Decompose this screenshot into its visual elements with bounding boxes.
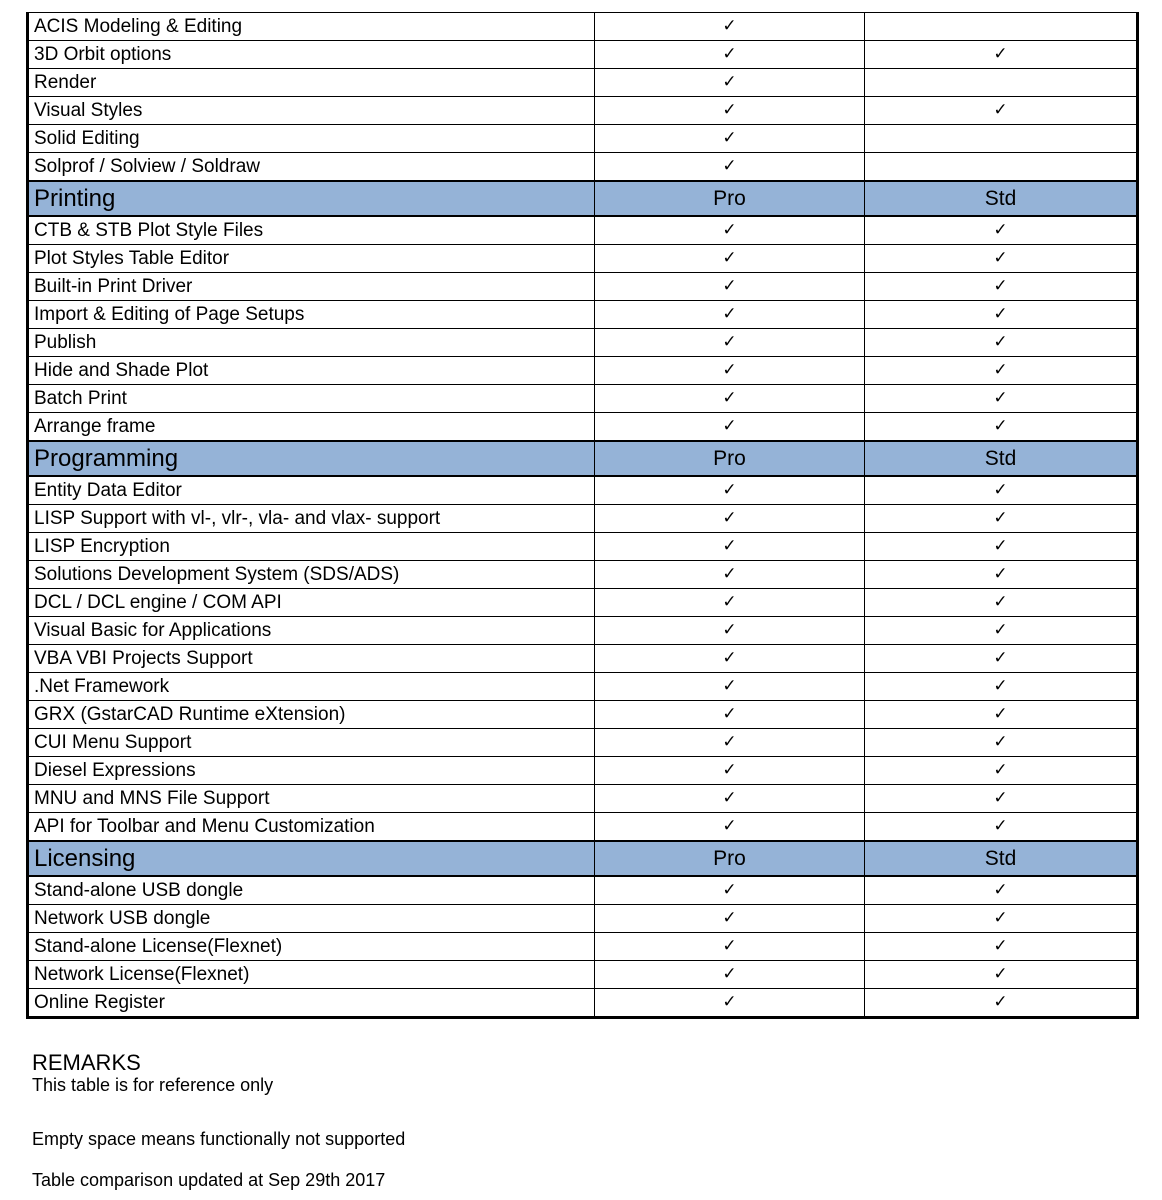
pro-check-icon: ✓ [595, 645, 865, 673]
feature-row [28, 385, 1138, 413]
feature-label: API for Toolbar and Menu Customization [28, 813, 595, 842]
remarks-title: REMARKS [32, 1050, 141, 1075]
pro-check-icon: ✓ [595, 125, 865, 153]
pro-check-icon: ✓ [595, 216, 865, 245]
feature-label: Built-in Print Driver [28, 273, 595, 301]
feature-label: LISP Encryption [28, 533, 595, 561]
feature-label: LISP Support with vl-, vlr-, vla- and vlax- support [28, 505, 595, 533]
pro-check-icon: ✓ [595, 533, 865, 561]
feature-row [28, 673, 1138, 701]
feature-label: .Net Framework [28, 673, 595, 701]
pro-check-icon: ✓ [595, 413, 865, 442]
feature-row [28, 245, 1138, 273]
pro-check-icon: ✓ [595, 933, 865, 961]
column-header-pro: Pro [595, 181, 865, 216]
std-empty-cell [865, 13, 1138, 41]
std-check-icon: ✓ [865, 97, 1138, 125]
feature-label: GRX (GstarCAD Runtime eXtension) [28, 701, 595, 729]
feature-label: Stand-alone License(Flexnet) [28, 933, 595, 961]
feature-label: Publish [28, 329, 595, 357]
std-check-icon: ✓ [865, 357, 1138, 385]
feature-row [28, 413, 1138, 442]
pro-check-icon: ✓ [595, 245, 865, 273]
pro-check-icon: ✓ [595, 329, 865, 357]
pro-check-icon: ✓ [595, 729, 865, 757]
std-check-icon: ✓ [865, 785, 1138, 813]
feature-row [28, 69, 1138, 97]
pro-check-icon: ✓ [595, 301, 865, 329]
feature-label: Stand-alone USB dongle [28, 876, 595, 905]
pro-check-icon: ✓ [595, 757, 865, 785]
feature-row [28, 125, 1138, 153]
std-check-icon: ✓ [865, 329, 1138, 357]
pro-check-icon: ✓ [595, 673, 865, 701]
feature-row [28, 505, 1138, 533]
std-check-icon: ✓ [865, 876, 1138, 905]
std-check-icon: ✓ [865, 476, 1138, 505]
feature-row [28, 645, 1138, 673]
pro-check-icon: ✓ [595, 876, 865, 905]
feature-row [28, 785, 1138, 813]
feature-label: DCL / DCL engine / COM API [28, 589, 595, 617]
std-empty-cell [865, 125, 1138, 153]
std-check-icon: ✓ [865, 989, 1138, 1018]
std-check-icon: ✓ [865, 961, 1138, 989]
feature-row [28, 813, 1138, 842]
feature-label: Diesel Expressions [28, 757, 595, 785]
std-check-icon: ✓ [865, 645, 1138, 673]
pro-check-icon: ✓ [595, 785, 865, 813]
pro-check-icon: ✓ [595, 273, 865, 301]
feature-label: Plot Styles Table Editor [28, 245, 595, 273]
feature-label: MNU and MNS File Support [28, 785, 595, 813]
feature-row [28, 905, 1138, 933]
feature-row [28, 13, 1138, 41]
feature-row [28, 701, 1138, 729]
pro-check-icon: ✓ [595, 813, 865, 842]
pro-check-icon: ✓ [595, 13, 865, 41]
pro-check-icon: ✓ [595, 589, 865, 617]
feature-label: Solutions Development System (SDS/ADS) [28, 561, 595, 589]
section-header-row [28, 841, 1138, 876]
feature-row [28, 561, 1138, 589]
pro-check-icon: ✓ [595, 476, 865, 505]
std-check-icon: ✓ [865, 413, 1138, 442]
feature-row [28, 729, 1138, 757]
std-check-icon: ✓ [865, 273, 1138, 301]
feature-label: Entity Data Editor [28, 476, 595, 505]
std-check-icon: ✓ [865, 701, 1138, 729]
feature-label: Render [28, 69, 595, 97]
feature-row [28, 961, 1138, 989]
feature-label: Hide and Shade Plot [28, 357, 595, 385]
std-empty-cell [865, 153, 1138, 182]
feature-label: Solid Editing [28, 125, 595, 153]
feature-row [28, 476, 1138, 505]
feature-label: ACIS Modeling & Editing [28, 13, 595, 41]
section-title: Printing [28, 181, 595, 216]
feature-row [28, 617, 1138, 645]
column-header-std: Std [865, 181, 1138, 216]
feature-label: Online Register [28, 989, 595, 1018]
column-header-pro: Pro [595, 841, 865, 876]
pro-check-icon: ✓ [595, 153, 865, 182]
feature-row [28, 589, 1138, 617]
feature-row [28, 989, 1138, 1018]
feature-label: Visual Basic for Applications [28, 617, 595, 645]
feature-row [28, 757, 1138, 785]
std-check-icon: ✓ [865, 561, 1138, 589]
pro-check-icon: ✓ [595, 505, 865, 533]
pro-check-icon: ✓ [595, 41, 865, 69]
std-check-icon: ✓ [865, 813, 1138, 842]
feature-row [28, 357, 1138, 385]
std-check-icon: ✓ [865, 617, 1138, 645]
remark-empty-space: Empty space means functionally not supported [32, 1129, 406, 1149]
std-check-icon: ✓ [865, 216, 1138, 245]
feature-label: CTB & STB Plot Style Files [28, 216, 595, 245]
feature-label: Batch Print [28, 385, 595, 413]
comparison-table-body [28, 13, 1138, 1018]
feature-row [28, 41, 1138, 69]
pro-check-icon: ✓ [595, 385, 865, 413]
std-empty-cell [865, 69, 1138, 97]
pro-check-icon: ✓ [595, 617, 865, 645]
std-check-icon: ✓ [865, 385, 1138, 413]
pro-check-icon: ✓ [595, 961, 865, 989]
feature-row [28, 273, 1138, 301]
pro-check-icon: ✓ [595, 69, 865, 97]
feature-label: Visual Styles [28, 97, 595, 125]
remark-reference-only: This table is for reference only [32, 1075, 274, 1095]
std-check-icon: ✓ [865, 729, 1138, 757]
section-title: Licensing [28, 841, 595, 876]
feature-label: Solprof / Solview / Soldraw [28, 153, 595, 182]
feature-row [28, 216, 1138, 245]
column-header-std: Std [865, 841, 1138, 876]
feature-label: Arrange frame [28, 413, 595, 442]
std-check-icon: ✓ [865, 245, 1138, 273]
feature-row [28, 533, 1138, 561]
feature-label: Network License(Flexnet) [28, 961, 595, 989]
std-check-icon: ✓ [865, 505, 1138, 533]
pro-check-icon: ✓ [595, 989, 865, 1018]
pro-check-icon: ✓ [595, 701, 865, 729]
std-check-icon: ✓ [865, 533, 1138, 561]
feature-row [28, 301, 1138, 329]
feature-row [28, 153, 1138, 182]
std-check-icon: ✓ [865, 757, 1138, 785]
std-check-icon: ✓ [865, 41, 1138, 69]
remark-updated-date: Table comparison updated at Sep 29th 2017 [32, 1170, 386, 1190]
std-check-icon: ✓ [865, 589, 1138, 617]
feature-label: CUI Menu Support [28, 729, 595, 757]
std-check-icon: ✓ [865, 933, 1138, 961]
remarks-section [32, 1050, 1132, 1191]
std-check-icon: ✓ [865, 905, 1138, 933]
std-check-icon: ✓ [865, 673, 1138, 701]
pro-check-icon: ✓ [595, 97, 865, 125]
section-header-row [28, 181, 1138, 216]
column-header-pro: Pro [595, 441, 865, 476]
feature-label: VBA VBI Projects Support [28, 645, 595, 673]
pro-check-icon: ✓ [595, 357, 865, 385]
feature-row [28, 876, 1138, 905]
feature-row [28, 933, 1138, 961]
feature-row [28, 329, 1138, 357]
std-check-icon: ✓ [865, 301, 1138, 329]
feature-row [28, 97, 1138, 125]
column-header-std: Std [865, 441, 1138, 476]
feature-label: 3D Orbit options [28, 41, 595, 69]
section-header-row [28, 441, 1138, 476]
pro-check-icon: ✓ [595, 561, 865, 589]
feature-comparison-table [26, 12, 1139, 1019]
feature-label: Import & Editing of Page Setups [28, 301, 595, 329]
section-title: Programming [28, 441, 595, 476]
pro-check-icon: ✓ [595, 905, 865, 933]
feature-label: Network USB dongle [28, 905, 595, 933]
